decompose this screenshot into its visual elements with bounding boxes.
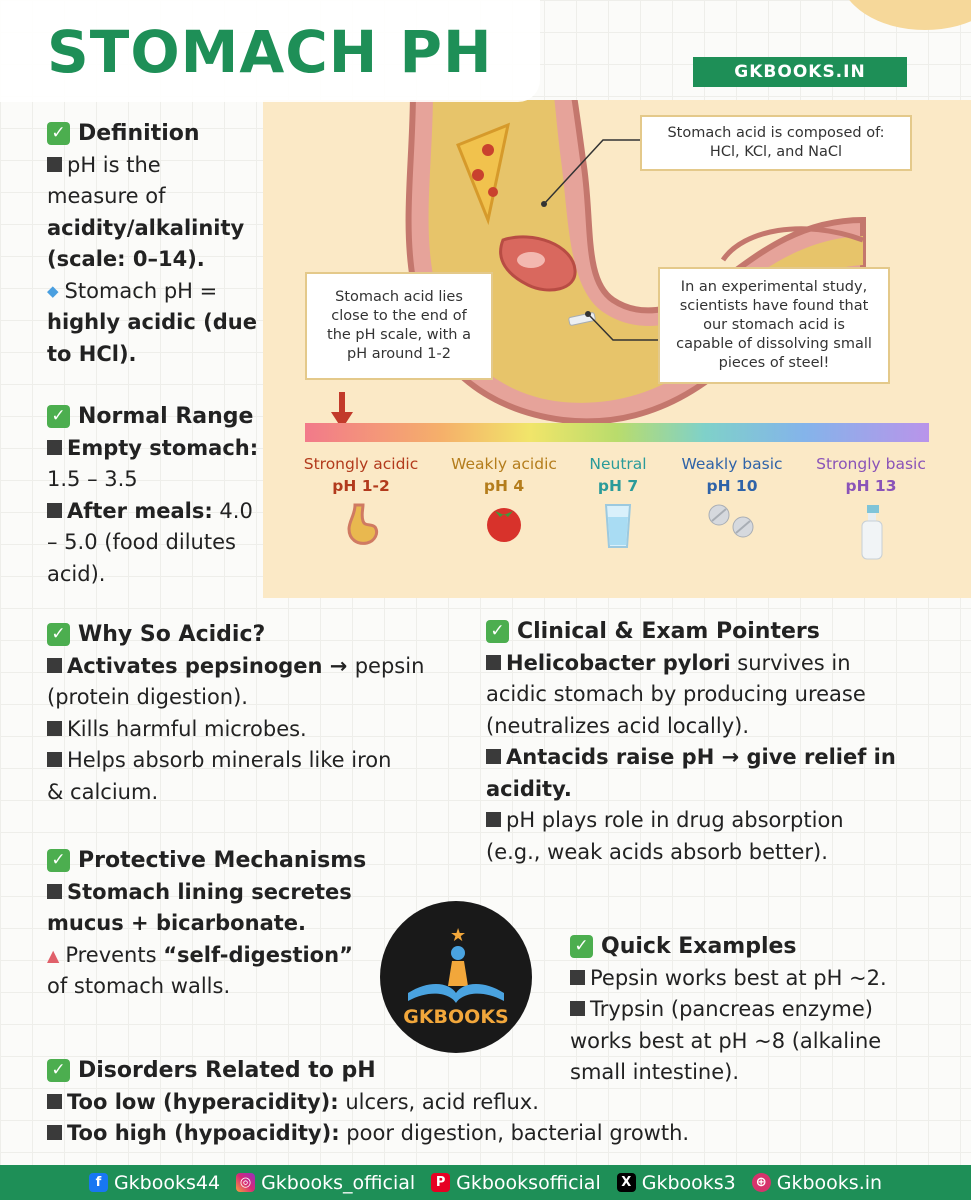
- text: poor digestion, bacterial growth.: [339, 1121, 690, 1145]
- list-item: [47, 276, 262, 308]
- callout-dot: [541, 201, 547, 207]
- ph-level-name: Strongly basic: [816, 455, 926, 473]
- section-why-acidic: [47, 619, 447, 808]
- checkmark-icon: ✓: [570, 935, 593, 958]
- text: pepsin: [354, 653, 425, 678]
- text: of stomach walls.: [47, 974, 231, 998]
- checkmark-icon: ✓: [47, 849, 70, 872]
- list-item: [47, 877, 377, 909]
- list-item: [47, 651, 447, 683]
- square-bullet-icon: [47, 1094, 62, 1109]
- section-heading: [486, 616, 956, 648]
- callout-acid-composition: [640, 115, 912, 171]
- text: small intestine).: [570, 1060, 740, 1084]
- text: Antacids raise pH → give relief in: [506, 745, 896, 769]
- ph-level-value: pH 10: [706, 477, 758, 495]
- square-bullet-icon: [47, 440, 62, 455]
- text: Pepsin works best at pH ~2.: [590, 965, 887, 990]
- text: survives in: [730, 650, 851, 675]
- logo-emblem: [380, 901, 532, 1053]
- footer-social-bar: [0, 1165, 971, 1200]
- text: Kills harmful microbes.: [67, 716, 307, 741]
- text: pH plays role in drug absorption: [506, 808, 844, 832]
- social-label: Gkbooks.in: [776, 1171, 883, 1194]
- spray-bottle-icon: [796, 503, 946, 561]
- text: measure of: [47, 184, 166, 208]
- text: Prevents: [65, 942, 164, 967]
- svg-text:★: ★: [450, 925, 467, 946]
- stomach-icon: [286, 503, 436, 547]
- text: (e.g., weak acids absorb better).: [486, 839, 828, 864]
- ph-level-weakly-basic: [657, 453, 807, 539]
- ph-level-value: pH 4: [483, 477, 525, 495]
- text: ulcers, acid reflux.: [338, 1089, 539, 1114]
- list-item: [486, 648, 956, 680]
- text: pH is the: [67, 152, 161, 177]
- square-bullet-icon: [486, 655, 501, 670]
- text: (protein digestion).: [47, 685, 248, 709]
- facebook-link[interactable]: [89, 1172, 220, 1194]
- section-heading: [47, 619, 447, 651]
- gkbooks-logo: [380, 901, 532, 1053]
- list-item: [47, 150, 262, 182]
- section-normal-range: [47, 401, 262, 590]
- ph-level-value: pH 13: [845, 477, 897, 495]
- square-bullet-icon: [47, 1125, 62, 1140]
- text: After meals:: [67, 498, 213, 523]
- x-icon: X: [617, 1173, 636, 1192]
- section-clinical: [486, 616, 956, 868]
- triangle-bullet-icon: ▲: [47, 945, 60, 965]
- text: Stomach lining secretes: [67, 879, 352, 904]
- square-bullet-icon: [570, 1001, 585, 1016]
- list-item: [486, 742, 956, 774]
- text: acidic stomach by producing urease: [486, 682, 866, 706]
- page-title: STOMACH PH: [47, 18, 493, 86]
- square-bullet-icon: [486, 749, 501, 764]
- section-heading: [47, 118, 262, 150]
- text: highly acidic (due: [47, 310, 257, 334]
- list-item: [570, 994, 960, 1026]
- square-bullet-icon: [47, 157, 62, 172]
- section-heading: [47, 1055, 747, 1087]
- square-bullet-icon: [47, 721, 62, 736]
- heading-text: Protective Mechanisms: [78, 848, 367, 873]
- ph-level-value: pH 1-2: [332, 477, 390, 495]
- text: (neutralizes acid locally).: [486, 713, 750, 738]
- callout-steel-study: [658, 267, 890, 384]
- list-item: [486, 805, 956, 837]
- ph-level-name: Weakly acidic: [451, 455, 557, 473]
- text: – 5.0 (food dilutes: [47, 530, 236, 554]
- heading-text: Normal Range: [78, 404, 254, 429]
- social-label: Gkbooks_official: [261, 1171, 416, 1194]
- pinterest-icon: P: [431, 1173, 450, 1192]
- checkmark-icon: ✓: [47, 623, 70, 646]
- text: & calcium.: [47, 779, 159, 804]
- text: (scale: 0–14).: [47, 247, 205, 271]
- square-bullet-icon: [47, 752, 62, 767]
- text: “self-digestion”: [163, 942, 353, 967]
- text: acidity/alkalinity: [47, 215, 245, 240]
- checkmark-icon: ✓: [47, 1059, 70, 1082]
- text: 4.0: [212, 498, 253, 523]
- square-bullet-icon: [486, 812, 501, 827]
- text: works best at pH ~8 (alkaline: [570, 1028, 882, 1053]
- diamond-bullet-icon: ◆: [47, 281, 59, 300]
- social-label: Gkbooks44: [113, 1171, 221, 1194]
- logo-text: GKBOOKS: [403, 1006, 509, 1028]
- brand-badge[interactable]: GKBOOKS.IN: [693, 57, 907, 87]
- ph-level-name: Weakly basic: [681, 455, 783, 473]
- list-item: [47, 940, 377, 972]
- heading-text: Clinical & Exam Pointers: [517, 619, 820, 644]
- text: mucus + bicarbonate.: [47, 911, 306, 935]
- heading-text: Disorders Related to pH: [78, 1058, 376, 1083]
- social-label: Gkbooksofficial: [456, 1171, 601, 1194]
- callout-text: In an experimental study, scientists have found that our stomach acid is capable of dissolving small pieces of steel!: [676, 279, 872, 371]
- section-heading: [570, 931, 960, 963]
- square-bullet-icon: [570, 970, 585, 985]
- section-definition: [47, 118, 262, 370]
- ph-level-name: Strongly acidic: [303, 455, 419, 473]
- section-heading: [47, 845, 377, 877]
- pills-icon: [657, 503, 807, 539]
- heading-text: Definition: [78, 121, 200, 146]
- heading-text: Why So Acidic?: [78, 622, 266, 647]
- text: Stomach pH =: [64, 278, 218, 303]
- x-link[interactable]: [617, 1172, 736, 1194]
- text: Too low (hyperacidity):: [67, 1089, 339, 1114]
- square-bullet-icon: [47, 503, 62, 518]
- text: Helicobacter pylori: [506, 650, 731, 675]
- text: to HCl).: [47, 341, 137, 366]
- text: acidity.: [486, 776, 572, 801]
- text: Too high (hypoacidity):: [67, 1121, 340, 1145]
- ph-level-value: pH 7: [597, 477, 639, 495]
- corner-decoration: [840, 0, 971, 30]
- ph-scale-bar: [305, 423, 929, 442]
- globe-icon: ⊕: [752, 1173, 771, 1192]
- pinterest-link[interactable]: [431, 1172, 601, 1194]
- list-item: [47, 714, 447, 746]
- text: Activates pepsinogen →: [67, 653, 355, 678]
- website-link[interactable]: [752, 1172, 882, 1194]
- ph-level-name: Neutral: [589, 455, 647, 473]
- list-item: [47, 496, 262, 528]
- checkmark-icon: ✓: [47, 122, 70, 145]
- text: 1.5 – 3.5: [47, 467, 138, 491]
- instagram-icon: ◎: [236, 1173, 255, 1192]
- square-bullet-icon: [47, 884, 62, 899]
- checkmark-icon: ✓: [486, 620, 509, 643]
- callout-text: Stomach acid is composed of: HCl, KCl, and NaCl: [667, 125, 885, 160]
- ph-level-strongly-acidic: [286, 453, 436, 547]
- heading-text: Quick Examples: [601, 934, 797, 959]
- text: Helps absorb minerals like iron: [67, 748, 392, 772]
- callout-ph-scale: [305, 272, 493, 380]
- facebook-icon: f: [89, 1173, 108, 1192]
- instagram-link[interactable]: [236, 1172, 415, 1194]
- social-label: Gkbooks3: [641, 1171, 736, 1194]
- list-item: [47, 433, 262, 465]
- list-item: [47, 745, 447, 777]
- section-protective: [47, 845, 377, 1003]
- section-heading: [47, 401, 262, 433]
- text: Empty stomach:: [67, 435, 259, 460]
- checkmark-icon: ✓: [47, 405, 70, 428]
- ph-level-strongly-basic: [796, 453, 946, 561]
- list-item: [47, 1118, 747, 1150]
- text: Trypsin (pancreas enzyme): [590, 997, 873, 1021]
- square-bullet-icon: [47, 658, 62, 673]
- callout-dot: [585, 311, 591, 317]
- section-disorders: [47, 1055, 747, 1150]
- list-item: [570, 963, 960, 995]
- list-item: [47, 1087, 747, 1119]
- callout-text: Stomach acid lies close to the end of the pH scale, with a pH around 1-2: [327, 289, 471, 362]
- text: acid).: [47, 561, 106, 586]
